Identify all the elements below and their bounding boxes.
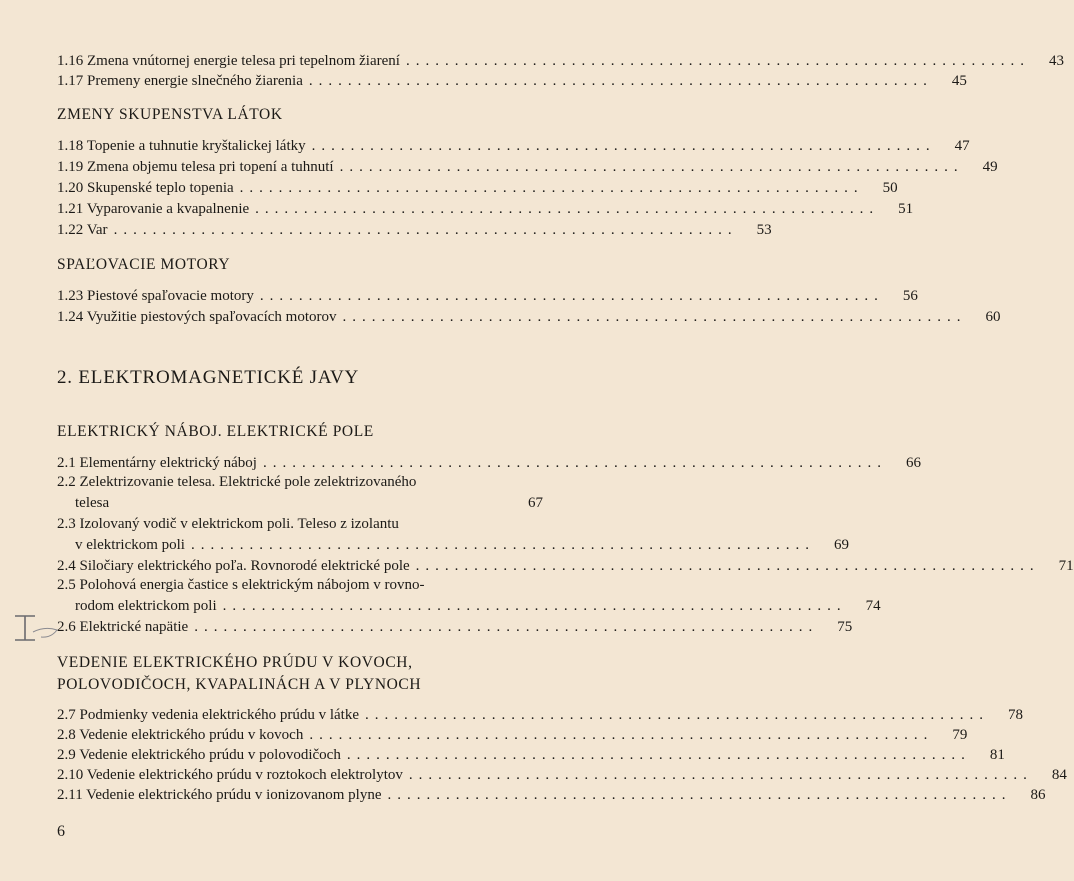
leader-dots: ................................................................ [222,598,847,614]
toc-entry-2-2-page: 67 [528,495,543,511]
leader-dots: ................................................................ [259,288,884,304]
toc-entry-page: 69 [833,537,849,553]
leader-dots: ................................................................ [308,73,933,89]
toc-entry-2-1 [57,453,921,473]
leader-dots: ................................................................ [190,537,815,553]
page-number: 6 [57,823,65,840]
toc-entry-page: 79 [952,727,968,743]
toc-entry-label: 2.7 Podmienky vedenia elektrického prúdu v látke [57,707,359,723]
toc-entry-page: 75 [837,619,853,635]
toc-entry-1-17 [57,71,967,91]
toc-entry-label: 1.17 Premeny energie slnečného žiarenia [57,73,303,89]
toc-entry-2-3-line2 [75,535,849,555]
toc-entry-2-5-line2 [75,596,881,616]
toc-entry-2-9 [57,745,1005,765]
toc-entry-page: 50 [882,180,898,196]
toc-entry-page: 74 [865,598,881,614]
toc-entry-1-16 [57,51,1064,71]
toc-entry-label: 2.4 Siločiary elektrického poľa. Rovnorodé elektrické pole [57,558,410,574]
toc-entry-1-18 [57,136,970,156]
toc-entry-1-22 [57,220,772,240]
toc-entry-page: 78 [1008,707,1023,723]
section-heading-spalovacie: SPAĽOVACIE MOTORY [57,256,231,273]
toc-entry-label: rodom elektrickom poli [75,598,217,614]
leader-dots: ................................................................ [408,767,1033,783]
toc-entry-label: v elektrickom poli [75,537,185,553]
toc-entry-label: 1.21 Vyparovanie a kvapalnenie [57,201,250,217]
toc-entry-label: 1.20 Skupenské teplo topenia [57,180,234,196]
section-heading-zmeny: ZMENY SKUPENSTVA LÁTOK [57,106,283,123]
leader-dots: ................................................................ [365,707,989,723]
toc-entry-page: 43 [1048,53,1064,69]
section-heading-vedenie-line2: POLOVODIČOCH, KVAPALINÁCH A V PLYNOCH [57,676,422,693]
toc-entry-label: 2.11 Vedenie elektrického prúdu v ionizovanom plyne [57,787,382,803]
leader-dots: ................................................................ [262,455,887,471]
toc-entry-label: 1.24 Využitie piestových spaľovacích motorov [57,309,337,325]
toc-entry-1-23 [57,286,918,306]
leader-dots: ................................................................ [415,558,1040,574]
leader-dots: ................................................................ [339,159,964,175]
toc-entry-page: 71 [1058,558,1074,574]
toc-entry-2-8 [57,725,968,745]
toc-entry-2-10 [57,765,1067,785]
section-heading-vedenie-line1: VEDENIE ELEKTRICKÉHO PRÚDU V KOVOCH, [57,654,413,671]
toc-entry-2-3-line1: 2.3 Izolovaný vodič v elektrickom poli. Teleso z izolantu [57,516,399,532]
toc-entry-1-19 [57,157,998,177]
toc-entry-1-24 [57,307,1001,327]
toc-entry-label: 1.23 Piestové spaľovacie motory [57,288,254,304]
leader-dots: ................................................................ [346,747,971,763]
toc-entry-label: 2.9 Vedenie elektrického prúdu v polovodičoch [57,747,341,763]
toc-entry-2-2-line1: 2.2 Zelektrizovanie telesa. Elektrické pole zelektrizovaného [57,474,417,490]
toc-entry-2-11 [57,785,1046,805]
toc-entry-page: 47 [954,138,970,154]
toc-entry-page: 86 [1030,787,1046,803]
leader-dots: ................................................................ [342,309,967,325]
toc-entry-label: 2.10 Vedenie elektrického prúdu v roztokoch elektrolytov [57,767,403,783]
toc-entry-2-5-line1: 2.5 Polohová energia častice s elektrickým nábojom v rovno- [57,577,425,593]
toc-entry-label: 2.8 Vedenie elektrického prúdu v kovoch [57,727,304,743]
toc-entry-page: 45 [951,73,967,89]
toc-entry-page: 81 [989,747,1005,763]
leader-dots: ................................................................ [113,222,738,238]
leader-dots: ................................................................ [311,138,936,154]
section-heading-elektricky-naboj: ELEKTRICKÝ NÁBOJ. ELEKTRICKÉ POLE [57,423,374,440]
chapter-title: 2. ELEKTROMAGNETICKÉ JAVY [57,367,359,388]
toc-entry-1-20 [57,178,898,198]
toc-entry-page: 84 [1051,767,1067,783]
leader-dots: ................................................................ [239,180,864,196]
toc-entry-page: 66 [905,455,921,471]
leader-dots: ................................................................ [405,53,1030,69]
toc-entry-page: 56 [902,288,918,304]
toc-entry-label: 2.6 Elektrické napätie [57,619,189,635]
toc-entry-page: 51 [898,201,914,217]
leader-dots: ................................................................ [309,727,934,743]
toc-entry-label: 1.19 Zmena objemu telesa pri topení a tuhnutí [57,159,334,175]
toc-entry-page: 49 [982,159,998,175]
pencil-annotation-mark [5,610,65,650]
toc-entry-label: 1.22 Var [57,222,108,238]
toc-entry-2-2-line2: telesa [75,495,110,511]
toc-entry-2-7 [57,705,1023,725]
leader-dots: ................................................................ [387,787,1012,803]
toc-entry-label: 1.18 Topenie a tuhnutie kryštalickej látky [57,138,306,154]
toc-entry-2-6 [57,617,853,637]
toc-entry-label: 1.16 Zmena vnútornej energie telesa pri tepelnom žiarení [57,53,400,69]
toc-entry-2-4 [57,556,1074,576]
toc-entry-label: 2.1 Elementárny elektrický náboj [57,455,257,471]
toc-entry-page: 60 [985,309,1001,325]
leader-dots: ................................................................ [255,201,880,217]
leader-dots: ................................................................ [194,619,819,635]
toc-entry-page: 53 [756,222,772,238]
toc-entry-1-21 [57,199,914,219]
